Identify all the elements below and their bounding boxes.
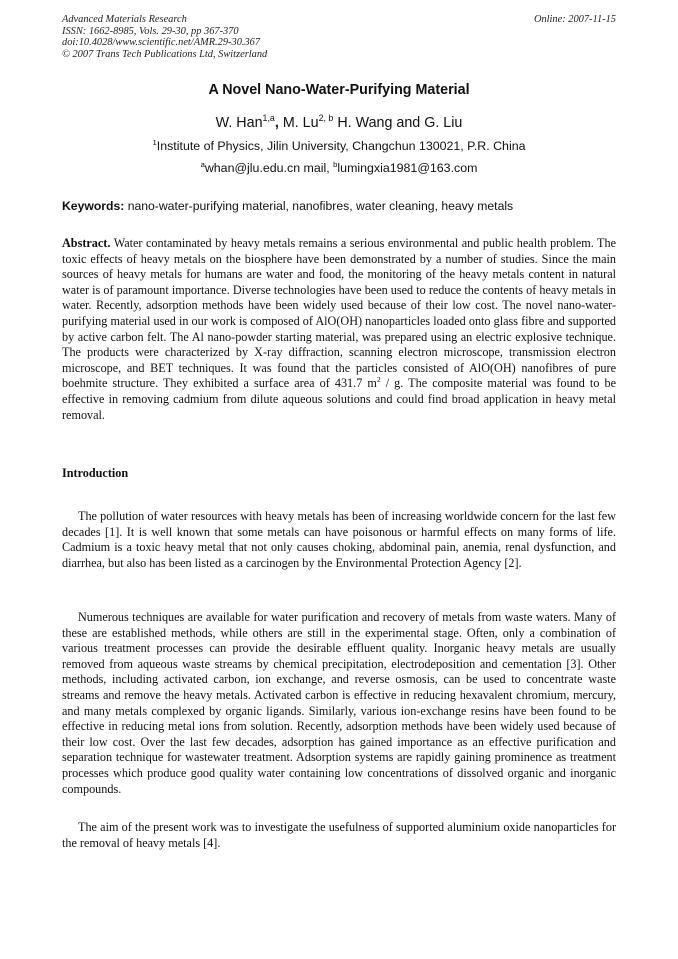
author-separator: , — [274, 115, 283, 131]
authors-3-4: H. Wang and G. Liu — [333, 115, 463, 131]
author-2: M. Lu — [282, 115, 319, 131]
issn-line: ISSN: 1662-8985, Vols. 29-30, pp 367-370 — [62, 25, 239, 37]
intro-paragraph-3: The aim of the present work was to investigate the usefulness of supported aluminium oxide nanoparticles for the removal of heavy metals [4]. — [62, 820, 616, 850]
abstract-label: Abstract. — [62, 236, 111, 250]
doi-line: doi:10.4028/www.scientific.net/AMR.29-30.367 — [62, 37, 261, 49]
affiliation-mark: 1 — [152, 137, 157, 147]
email-a: whan@jlu.edu.cn mail, — [204, 161, 334, 175]
email-b: lumingxia1981@163.com — [337, 161, 478, 175]
abstract — [62, 236, 616, 423]
affiliation — [62, 137, 616, 155]
author-2-affil-mark: 2, b — [318, 113, 334, 124]
author-1-affil-mark: 1,a — [262, 113, 275, 124]
abstract-text-2: / g. The composite material was found to be effective in removing cadmium from dilute aqueous solutions and could find broad application in heavy metal removal. — [62, 376, 616, 422]
journal-header — [62, 14, 462, 60]
keywords — [62, 198, 616, 215]
intro-paragraph-2: Numerous techniques are available for water purification and recovery of metals from waste waters. Many of these are established methods, while others are still in the experimental stage. Often, only a combination of various treatment processes can provide the desirable effluent quality. Inorganic heavy metals are usually removed from aqueous waste streams by chemical precipitation, electrodeposition and cementation [3]. Other methods, including activated carbon, ion exchange, and reverse osmosis, can be used to concentrate waste streams and remove the heavy metals. Activated carbon is effective in reducing hexavalent chromium, mercury, and many metals complexed by organic ligands. Similarly, various ion-exchange resins have been found to be effective in reducing metal ions from solution. Recently, adsorption methods have been widely used because of their low cost. Over the last few decades, adsorption has gained importance as an effective purification and separation technique for wastewater treatment. Adsorption systems are rapidly gaining prominence as treatment processes which produce good quality water containing low concentrations of dissolved organic and inorganic compounds. — [62, 610, 616, 796]
abstract-superscript: 2 — [376, 375, 381, 385]
abstract-text-1: Water contaminated by heavy metals remains a serious environmental and public health problem. The toxic effects of heavy metals on the biosphere have been demonstrated by a number of studies. Since the main sources of heavy metals for humans are water and food, the monitoring of the heavy metals content in natural water is of paramount importance. Diverse technologies have been used to reduce the contents of heavy metals in water. Recently, adsorption methods have been widely used because of their low cost. The novel nano-water-purifying material used in our work is composed of AlO(OH) nanoparticles loaded onto glass fibre and supported by active carbon felt. The Al nano-powder starting material, was prepared using an electric explosive technique. The products were characterized by X-ray diffraction, scanning electron microscope, transmission electron microscope, and BET techniques. It was found that the particles consisted of AlO(OH) nanofibres of pure boehmite structure. They exhibited a surface area of 431.7 m — [62, 236, 616, 391]
paper-title: A Novel Nano-Water-Purifying Material — [208, 82, 470, 98]
affiliation-text: Institute of Physics, Jilin University, Changchun 130021, P.R. China — [156, 139, 526, 153]
keywords-label: Keywords: — [62, 199, 125, 213]
intro-paragraph-1: The pollution of water resources with heavy metals has been of increasing worldwide concern for the last few decades [1]. It is well known that some metals can have poisonous or harmful effects on many forms of life. Cadmium is a toxic heavy metal that not only causes choking, abdominal pain, anemia, renal dysfunction, and diarrhea, but also has been listed as a carcinogen by the Environmental Protection Agency [2]. — [62, 509, 616, 570]
author-1: W. Han — [215, 115, 263, 131]
journal-name: Advanced Materials Research — [62, 14, 187, 25]
email-b-mark: b — [333, 159, 338, 169]
introduction-heading: Introduction — [62, 466, 129, 480]
author-emails — [62, 159, 616, 177]
copyright-line: © 2007 Trans Tech Publications Ltd, Switzerland — [62, 48, 268, 60]
keywords-text: nano-water-purifying material, nanofibres, water cleaning, heavy metals — [124, 199, 514, 213]
author-list — [62, 113, 616, 133]
online-date: Online: 2007-11-15 — [533, 14, 616, 25]
email-a-mark: a — [200, 159, 205, 169]
